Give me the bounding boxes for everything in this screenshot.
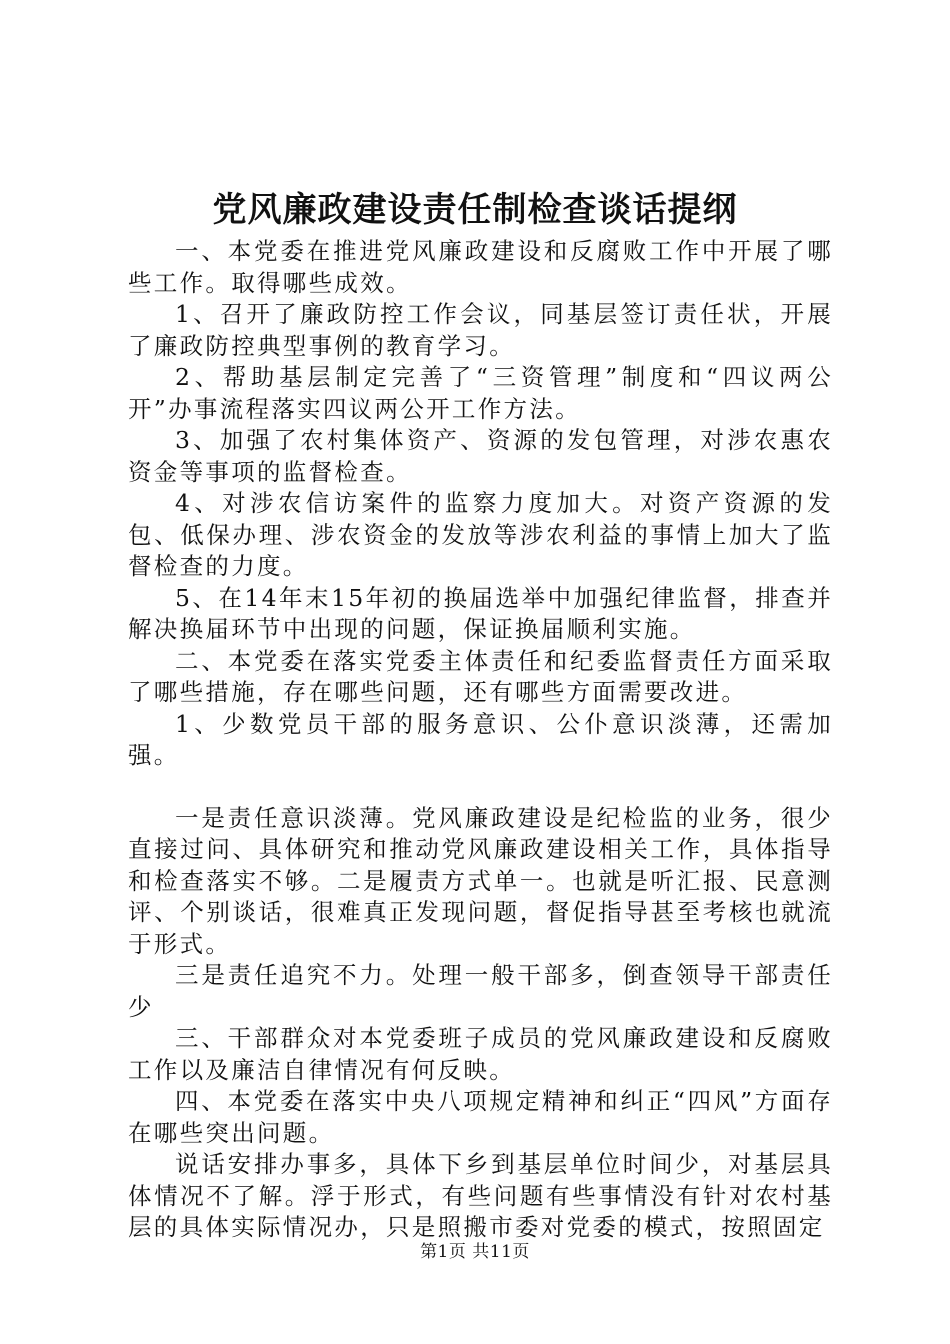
paragraph-item-3: 3、加强了农村集体资产、资源的发包管理，对涉农惠农资金等事项的监督检查。: [128, 426, 833, 486]
paragraph-item-5: 5、在14年末15年初的换届选举中加强纪律监督，排查并解决换届环节中出现的问题，保证换届顺利实施。: [128, 583, 833, 643]
paragraph-section-3: 三、干部群众对本党委班子成员的党风廉政建设和反腐败工作以及廉洁自律情况有何反映。: [128, 1024, 833, 1084]
paragraph-item-4: 4、对涉农信访案件的监察力度加大。对资产资源的发包、低保办理、涉农资金的发放等涉农利益的事情上加大了监督检查的力度。: [128, 489, 833, 580]
paragraph-section-2-item-1: 1、少数党员干部的服务意识、公仆意识淡薄，还需加强。: [128, 709, 833, 769]
document-title: 党风廉政建设责任制检查谈话提纲: [212, 190, 738, 230]
paragraph-responsibility-3: 三是责任追究不力。处理一般干部多，倒查领导干部责任少: [128, 961, 833, 1021]
paragraph-spacer: [128, 772, 833, 803]
paragraph-item-2: 2、帮助基层制定完善了“三资管理”制度和“四议两公开”办事流程落实四议两公开工作方法。: [128, 363, 833, 423]
paragraph-section-2: 二、本党委在落实党委主体责任和纪委监督责任方面采取了哪些措施，存在哪些问题，还有哪些方面需要改进。: [128, 646, 833, 706]
paragraph-section-4-detail: 说话安排办事多，具体下乡到基层单位时间少，对基层具体情况不了解。浮于形式，有些问题有些事情没有针对农村基层的具体实际情况办，只是照搬市委对党委的模式，按照固定: [128, 1150, 833, 1241]
paragraph-responsibility-1: 一是责任意识淡薄。党风廉政建设是纪检监的业务，很少直接过问、具体研究和推动党风廉政建设相关工作，具体指导和检查落实不够。二是履责方式单一。也就是听汇报、民意测评、个别谈话，很难真正发现问题，督促指导甚至考核也就流于形式。: [128, 803, 833, 958]
paragraph-section-1: 一、本党委在推进党风廉政建设和反腐败工作中开展了哪些工作。取得哪些成效。: [128, 237, 833, 297]
paragraph-item-1: 1、召开了廉政防控工作会议，同基层签订责任状，开展了廉政防控典型事例的教育学习。: [128, 300, 833, 360]
document-body: [128, 236, 833, 1244]
paragraph-section-4: 四、本党委在落实中央八项规定精神和纠正“四风”方面存在哪些突出问题。: [128, 1087, 833, 1147]
page-number-footer: 第1页 共11页: [420, 1242, 530, 1262]
